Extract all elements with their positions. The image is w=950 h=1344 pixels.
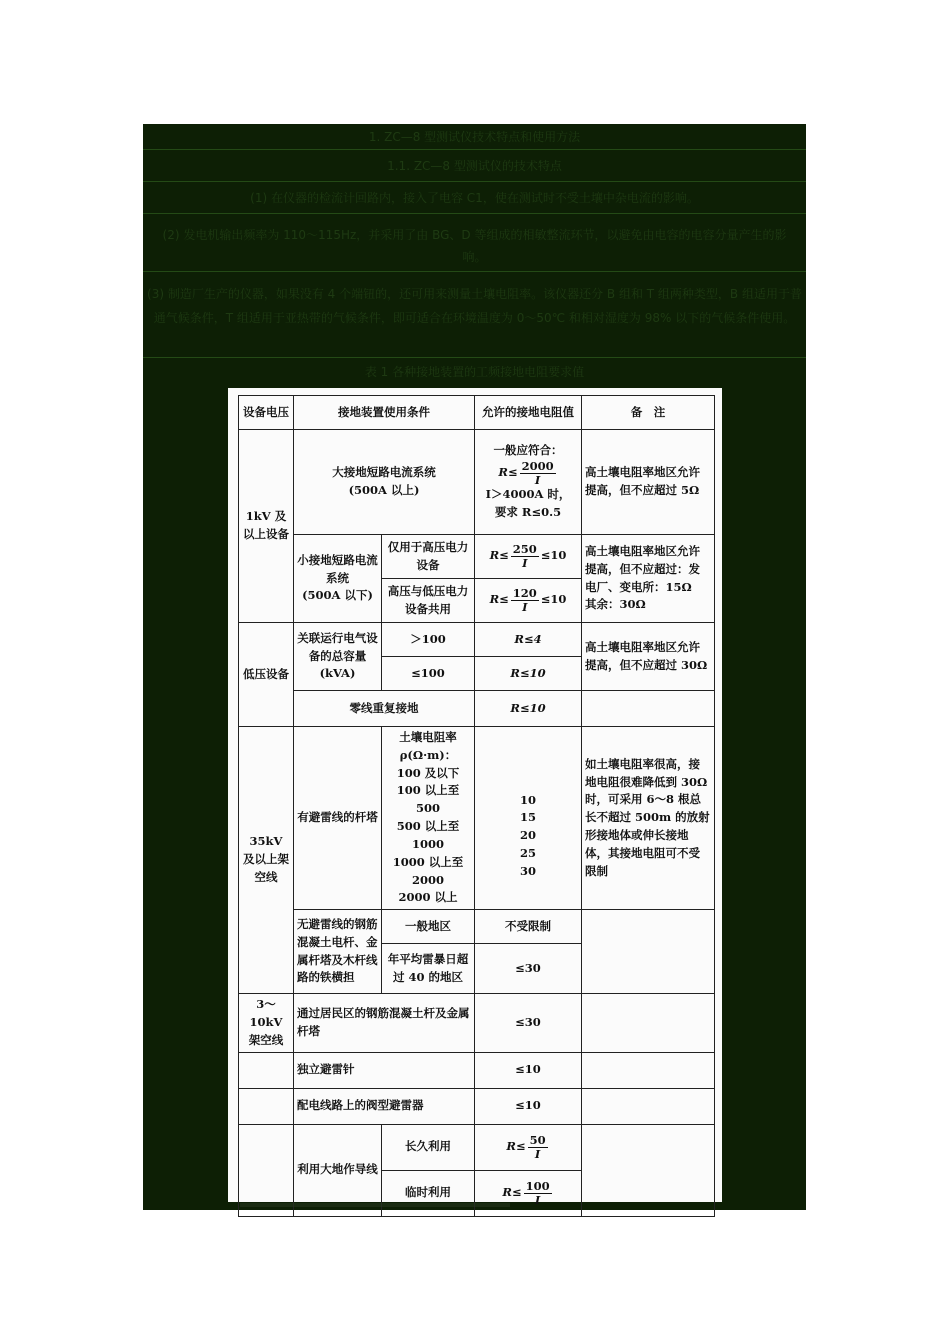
small-v1-num: 250 [512, 542, 537, 557]
earth-cond-1: 长久利用 [382, 1124, 475, 1170]
heading-2 [143, 150, 806, 182]
table-row [239, 430, 715, 535]
zero-line-note [582, 691, 715, 727]
capacity-1: ＞100 [382, 623, 475, 657]
rho-range: 2000 以上 [398, 890, 458, 905]
paragraph-2 [143, 214, 806, 272]
earth-v2-r: R≤ [502, 1185, 522, 1200]
capacity-label: 关联运行电气设备的总容量(kVA) [294, 623, 382, 691]
table-caption [143, 358, 806, 386]
table-row [239, 691, 715, 727]
earth-value-1 [475, 1124, 582, 1170]
blank-voltage-cell [239, 1088, 294, 1124]
rho-range: 100 以上至 500 [396, 783, 460, 816]
earth-v2-den: I [534, 1192, 541, 1207]
capacity-1-value: R≤4 [475, 623, 582, 657]
small-current-system: 小接地短路电流系统 (500A 以下) [294, 535, 382, 623]
paragraph-1 [143, 182, 806, 214]
small-v2-r: R≤ [489, 592, 509, 607]
rho-value: 15 [519, 810, 536, 825]
table-row [239, 535, 715, 579]
no-arrester-note [582, 910, 715, 994]
capacity-2: ≤100 [382, 657, 475, 691]
earth-v1-fraction [528, 1134, 548, 1160]
residential-note [582, 994, 715, 1052]
small-v2-limit: ≤10 [540, 592, 567, 607]
big-current-value [475, 430, 582, 535]
voltage-low: 低压设备 [239, 623, 294, 727]
header-condition: 接地装置使用条件 [294, 396, 475, 430]
earth-v1-num: 50 [529, 1132, 546, 1147]
table-row [239, 994, 715, 1052]
small-cond-2: 高压与低压电力设备共用 [382, 579, 475, 623]
rho-head: 土壤电阻率 ρ(Ω·m)： [399, 730, 457, 762]
rho-value: 25 [519, 845, 536, 860]
small-v2-den: I [522, 600, 528, 614]
header-voltage: 设备电压 [239, 396, 294, 430]
rho-values-spacer [478, 756, 578, 792]
earth-conductor-label: 利用大地作导线 [294, 1124, 382, 1216]
voltage-3-10kv: 3～10kV 架空线 [239, 994, 294, 1052]
paragraph-3-text: (3) 制造厂生产的仪器，如果没有 4 个端钮的，还可用来测量土壤电阻率。该仪器还分 B 组和 T 组两种类型，B 组适用于普通气候条件，T 组适用于亚热带的气候条件，即可适合在环境温度为 0～50℃ 和相对湿度为 98% 以下的气候条件使用。 [147, 287, 802, 325]
residential-label: 通过居民区的钢筋混凝土杆及金属杆塔 [294, 994, 475, 1052]
table-row [239, 623, 715, 657]
valve-arrester-label: 配电线路上的阀型避雷器 [294, 1088, 475, 1124]
paragraph-2-text: (2) 发电机输出频率为 110～115Hz，并采用了由 BG、D 等组成的相敏整流环节，以避免由电容的电容分量产生的影响。 [162, 228, 787, 264]
table-row [239, 1052, 715, 1088]
capacity-note: 高土壤电阻率地区允许提高，但不应超过 30Ω [582, 623, 715, 691]
rho-value: 10 [519, 792, 536, 807]
voltage-35kv: 35kV 及以上架空线 [239, 727, 294, 994]
small-value-1 [475, 535, 582, 579]
no-arrester-value-1: 不受限制 [475, 910, 582, 944]
table-row [239, 727, 715, 910]
big-current-system: 大接地短路电流系统 (500A 以上) [294, 430, 475, 535]
zero-line-value: R≤10 [475, 691, 582, 727]
rho-range: 500 以上至 1000 [396, 819, 460, 851]
small-v1-limit: ≤10 [540, 548, 567, 563]
tower-note: 如土壤电阻率很高，接地电阻很难降低到 30Ω 时，可采用 6～8 根总长不超过 500m 的放射形接地体或伸长接地体，其接地电阻可不受限制 [582, 727, 715, 910]
no-arrester-cond-1: 一般地区 [382, 910, 475, 944]
rho-range: 100 及以下 [396, 765, 460, 780]
small-value-2 [475, 579, 582, 623]
residential-value: ≤30 [475, 994, 582, 1052]
rho-values [475, 727, 582, 910]
grounding-resistance-table [238, 395, 715, 1217]
small-cond-1: 仅用于高压电力设备 [382, 535, 475, 579]
paragraph-3 [143, 272, 806, 358]
small-v2-num: 120 [512, 586, 537, 601]
earth-v1-den: I [534, 1146, 541, 1161]
capacity-2-value: R≤10 [475, 657, 582, 691]
heading-2-text: 1.1. ZC—8 型测试仪的技术特点 [387, 159, 562, 173]
tower-label: 有避雷线的杆塔 [294, 727, 382, 910]
voltage-1kv: 1kV 及以上设备 [239, 430, 294, 623]
earth-note [582, 1124, 715, 1216]
rho-value: 20 [519, 828, 536, 843]
lightning-rod-value: ≤10 [475, 1052, 582, 1088]
blank-voltage-cell [239, 1052, 294, 1088]
lightning-rod-label: 独立避雷针 [294, 1052, 475, 1088]
no-arrester-value-2: ≤30 [475, 944, 582, 994]
header-note: 备 注 [582, 396, 715, 430]
rho-range: 1000 以上至 2000 [392, 854, 464, 887]
table-caption-text: 表 1 各种接地装置的工频接地电阻要求值 [364, 365, 585, 379]
no-arrester-cond-2: 年平均雷暴日超过 40 的地区 [382, 944, 475, 994]
heading-1-text: 1. ZC—8 型测试仪技术特点和使用方法 [368, 130, 581, 144]
earth-v2-num: 100 [525, 1178, 550, 1193]
grounding-resistance-table-image [228, 388, 722, 1207]
cropped-footnote-line [240, 1203, 510, 1207]
big-current-note: 高土壤电阻率地区允许提高，但不应超过 5Ω [582, 430, 715, 535]
small-v2-fraction [511, 587, 539, 613]
table-row [239, 1088, 715, 1124]
big-value-num: 2000 [521, 458, 554, 473]
big-value-fraction [520, 460, 556, 486]
small-v1-fraction [511, 543, 539, 569]
big-value-line-1: 一般应符合： [493, 443, 563, 458]
earth-value-2 [475, 1170, 582, 1216]
big-value-formula [478, 460, 578, 486]
big-value-line-2: I＞4000A 时， [485, 487, 571, 502]
big-value-r: R≤ [498, 465, 518, 480]
earth-cond-2: 临时利用 [382, 1170, 475, 1216]
valve-arrester-note [582, 1088, 715, 1124]
no-arrester-label: 无避雷线的钢筋混凝土电杆、金属杆塔及木杆线路的铁横担 [294, 910, 382, 994]
heading-1 [143, 124, 806, 150]
lightning-rod-note [582, 1052, 715, 1088]
big-value-den: I [534, 472, 541, 487]
zero-line-label: 零线重复接地 [294, 691, 475, 727]
rho-ranges [382, 727, 475, 910]
paragraph-1-text: (1) 在仪器的检流计回路内，接入了电容 C1，使在测试时不受土壤中杂电流的影响。 [250, 191, 699, 205]
earth-v2-fraction [524, 1180, 552, 1206]
earth-v1-r: R≤ [506, 1139, 526, 1154]
header-resistance: 允许的接地电阻值 [475, 396, 582, 430]
rho-value: 30 [519, 863, 536, 878]
table-row [239, 1124, 715, 1170]
small-v1-r: R≤ [489, 548, 509, 563]
big-value-line-3: 要求 R≤0.5 [494, 505, 562, 520]
small-v1-den: I [522, 556, 528, 570]
table-header-row [239, 396, 715, 430]
valve-arrester-value: ≤10 [475, 1088, 582, 1124]
small-current-note: 高土壤电阻率地区允许提高，但不应超过：发电厂、变电所：15Ω 其余：30Ω [582, 535, 715, 623]
table-row [239, 910, 715, 944]
